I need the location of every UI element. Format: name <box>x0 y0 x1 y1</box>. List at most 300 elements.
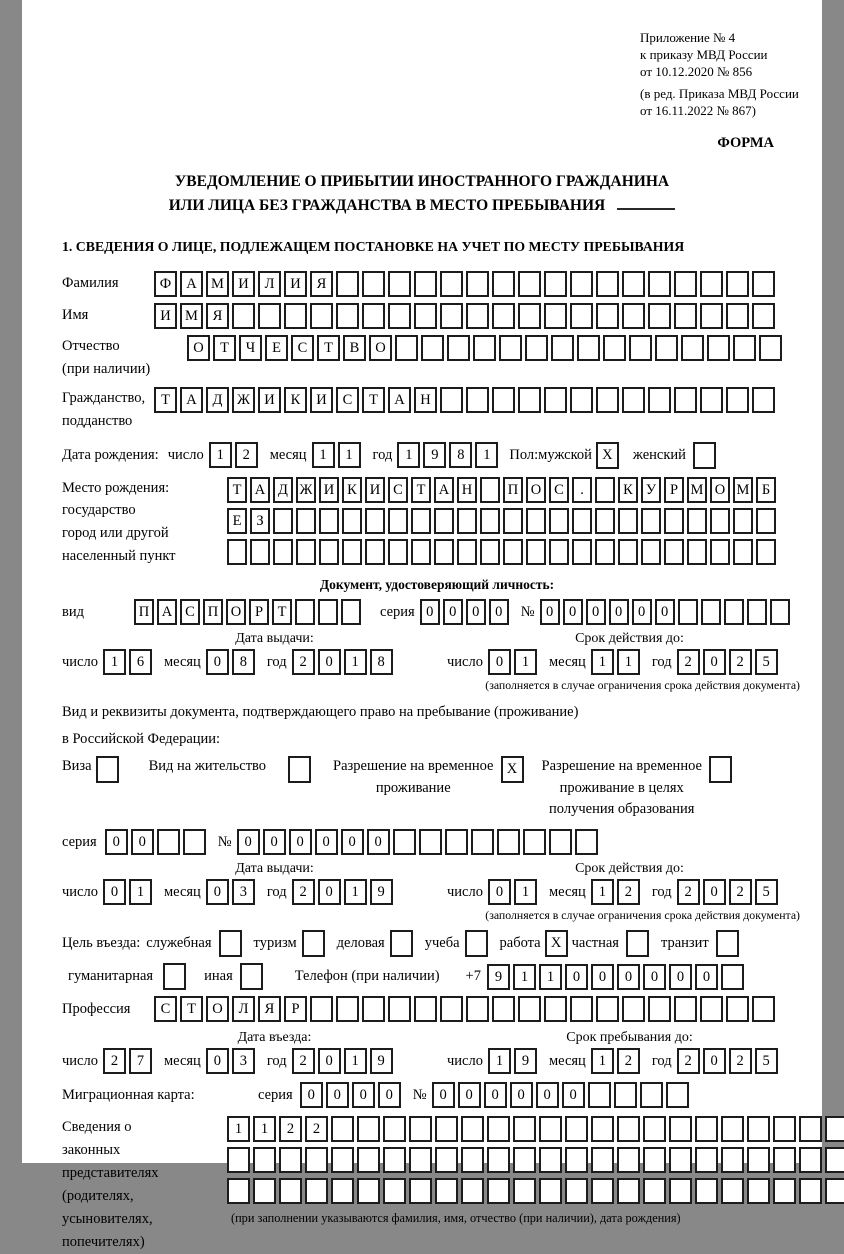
char-cell[interactable] <box>336 303 359 329</box>
char-cell[interactable]: 0 <box>289 829 312 855</box>
char-cell[interactable]: Р <box>664 477 684 503</box>
char-cell[interactable] <box>503 508 523 534</box>
char-cell[interactable] <box>618 539 638 565</box>
char-cell[interactable]: 0 <box>103 879 126 905</box>
entry-year-cells[interactable] <box>292 1048 396 1074</box>
char-cell[interactable]: 0 <box>669 964 692 990</box>
char-cell[interactable] <box>365 539 385 565</box>
char-cell[interactable] <box>572 539 592 565</box>
char-cell[interactable]: 1 <box>129 879 152 905</box>
char-cell[interactable]: 0 <box>510 1082 533 1108</box>
char-cell[interactable] <box>435 1116 458 1142</box>
char-cell[interactable]: 0 <box>263 829 286 855</box>
char-cell[interactable] <box>273 508 293 534</box>
char-cell[interactable] <box>513 1178 536 1204</box>
char-cell[interactable] <box>258 303 281 329</box>
char-cell[interactable] <box>473 335 496 361</box>
char-cell[interactable]: 9 <box>370 879 393 905</box>
char-cell[interactable] <box>518 271 541 297</box>
char-cell[interactable] <box>622 387 645 413</box>
char-cell[interactable]: 1 <box>227 1116 250 1142</box>
char-cell[interactable]: М <box>180 303 203 329</box>
representatives-cells-row3[interactable] <box>227 1178 844 1204</box>
char-cell[interactable] <box>752 303 775 329</box>
char-cell[interactable] <box>773 1178 796 1204</box>
char-cell[interactable]: 0 <box>703 879 726 905</box>
char-cell[interactable] <box>825 1116 844 1142</box>
citizenship-cells[interactable] <box>154 387 778 413</box>
char-cell[interactable]: Т <box>411 477 431 503</box>
checkbox-temp-residence-education[interactable] <box>709 756 732 783</box>
char-cell[interactable] <box>591 1116 614 1142</box>
char-cell[interactable]: Т <box>154 387 177 413</box>
char-cell[interactable] <box>575 829 598 855</box>
char-cell[interactable]: 0 <box>378 1082 401 1108</box>
char-cell[interactable]: 0 <box>341 829 364 855</box>
char-cell[interactable] <box>435 1178 458 1204</box>
char-cell[interactable]: 0 <box>536 1082 559 1108</box>
char-cell[interactable]: С <box>154 996 177 1022</box>
char-cell[interactable] <box>570 387 593 413</box>
char-cell[interactable] <box>759 335 782 361</box>
char-cell[interactable] <box>539 1116 562 1142</box>
entry-month-cells[interactable] <box>206 1048 258 1074</box>
char-cell[interactable]: 1 <box>617 649 640 675</box>
char-cell[interactable] <box>447 335 470 361</box>
char-cell[interactable]: 0 <box>466 599 486 625</box>
checkbox-delovaya[interactable] <box>390 930 413 957</box>
char-cell[interactable] <box>539 1147 562 1173</box>
char-cell[interactable] <box>544 996 567 1022</box>
char-cell[interactable]: И <box>232 271 255 297</box>
char-cell[interactable]: 2 <box>677 1048 700 1074</box>
char-cell[interactable]: 1 <box>591 649 614 675</box>
char-cell[interactable]: Б <box>756 477 776 503</box>
char-cell[interactable] <box>664 539 684 565</box>
char-cell[interactable] <box>570 303 593 329</box>
char-cell[interactable]: 2 <box>103 1048 126 1074</box>
char-cell[interactable]: О <box>369 335 392 361</box>
given-name-cells[interactable] <box>154 303 778 329</box>
residence-number-cells[interactable] <box>237 829 601 855</box>
char-cell[interactable] <box>666 1082 689 1108</box>
char-cell[interactable] <box>480 477 500 503</box>
char-cell[interactable] <box>687 539 707 565</box>
char-cell[interactable]: В <box>343 335 366 361</box>
char-cell[interactable]: К <box>342 477 362 503</box>
char-cell[interactable]: 7 <box>129 1048 152 1074</box>
char-cell[interactable] <box>279 1147 302 1173</box>
issue-day-cells[interactable] <box>103 649 155 675</box>
char-cell[interactable] <box>273 539 293 565</box>
char-cell[interactable]: Ж <box>296 477 316 503</box>
char-cell[interactable] <box>617 1178 640 1204</box>
char-cell[interactable] <box>492 387 515 413</box>
char-cell[interactable] <box>695 1178 718 1204</box>
char-cell[interactable] <box>721 1116 744 1142</box>
birth-place-cells-row2[interactable] <box>227 508 779 534</box>
char-cell[interactable]: 2 <box>677 879 700 905</box>
char-cell[interactable]: 0 <box>420 599 440 625</box>
char-cell[interactable] <box>551 335 574 361</box>
char-cell[interactable] <box>341 599 361 625</box>
char-cell[interactable] <box>629 335 652 361</box>
char-cell[interactable] <box>421 335 444 361</box>
char-cell[interactable] <box>700 271 723 297</box>
char-cell[interactable] <box>799 1178 822 1204</box>
char-cell[interactable]: Ф <box>154 271 177 297</box>
char-cell[interactable]: А <box>157 599 177 625</box>
char-cell[interactable] <box>331 1116 354 1142</box>
char-cell[interactable]: 0 <box>326 1082 349 1108</box>
char-cell[interactable] <box>695 1147 718 1173</box>
char-cell[interactable]: 6 <box>129 649 152 675</box>
char-cell[interactable]: А <box>250 477 270 503</box>
char-cell[interactable]: 0 <box>643 964 666 990</box>
char-cell[interactable] <box>622 996 645 1022</box>
char-cell[interactable] <box>700 303 723 329</box>
char-cell[interactable] <box>383 1178 406 1204</box>
char-cell[interactable]: Е <box>265 335 288 361</box>
char-cell[interactable]: О <box>526 477 546 503</box>
char-cell[interactable]: 0 <box>300 1082 323 1108</box>
char-cell[interactable] <box>466 387 489 413</box>
char-cell[interactable] <box>383 1147 406 1173</box>
char-cell[interactable] <box>595 508 615 534</box>
char-cell[interactable] <box>342 539 362 565</box>
residence-expiry-day-cells[interactable] <box>488 879 540 905</box>
char-cell[interactable] <box>409 1147 432 1173</box>
char-cell[interactable] <box>674 303 697 329</box>
char-cell[interactable] <box>310 303 333 329</box>
char-cell[interactable]: Я <box>206 303 229 329</box>
doc-series-cells[interactable] <box>420 599 512 625</box>
char-cell[interactable] <box>648 303 671 329</box>
char-cell[interactable]: 1 <box>513 964 536 990</box>
char-cell[interactable] <box>518 996 541 1022</box>
char-cell[interactable] <box>669 1116 692 1142</box>
char-cell[interactable] <box>487 1178 510 1204</box>
char-cell[interactable]: Д <box>273 477 293 503</box>
char-cell[interactable] <box>726 996 749 1022</box>
char-cell[interactable] <box>253 1178 276 1204</box>
char-cell[interactable] <box>596 303 619 329</box>
residence-issue-year-cells[interactable] <box>292 879 396 905</box>
char-cell[interactable]: 9 <box>487 964 510 990</box>
char-cell[interactable] <box>544 387 567 413</box>
char-cell[interactable] <box>595 477 615 503</box>
char-cell[interactable]: 1 <box>344 1048 367 1074</box>
checkbox-ucheba[interactable] <box>465 930 488 957</box>
char-cell[interactable] <box>674 271 697 297</box>
char-cell[interactable] <box>640 1082 663 1108</box>
char-cell[interactable] <box>695 1116 718 1142</box>
char-cell[interactable]: Т <box>227 477 247 503</box>
char-cell[interactable] <box>487 1147 510 1173</box>
char-cell[interactable] <box>596 387 619 413</box>
checkbox-rabota[interactable]: X <box>545 930 568 957</box>
doc-number-cells[interactable] <box>540 599 793 625</box>
char-cell[interactable] <box>701 599 721 625</box>
char-cell[interactable] <box>253 1147 276 1173</box>
issue-month-cells[interactable] <box>206 649 258 675</box>
char-cell[interactable]: М <box>687 477 707 503</box>
char-cell[interactable] <box>414 271 437 297</box>
birth-place-cells-row1[interactable] <box>227 477 779 503</box>
char-cell[interactable]: Е <box>227 508 247 534</box>
char-cell[interactable]: 0 <box>562 1082 585 1108</box>
char-cell[interactable] <box>411 539 431 565</box>
checkbox-sluzhebnaya[interactable] <box>219 930 242 957</box>
char-cell[interactable] <box>466 996 489 1022</box>
char-cell[interactable] <box>296 539 316 565</box>
char-cell[interactable]: 3 <box>232 1048 255 1074</box>
char-cell[interactable]: 0 <box>540 599 560 625</box>
char-cell[interactable] <box>747 1116 770 1142</box>
char-cell[interactable]: 0 <box>237 829 260 855</box>
char-cell[interactable] <box>674 996 697 1022</box>
char-cell[interactable] <box>770 599 790 625</box>
char-cell[interactable]: 0 <box>131 829 154 855</box>
char-cell[interactable] <box>756 508 776 534</box>
char-cell[interactable] <box>518 303 541 329</box>
char-cell[interactable] <box>526 539 546 565</box>
char-cell[interactable] <box>331 1147 354 1173</box>
expiry-year-cells[interactable] <box>677 649 781 675</box>
char-cell[interactable] <box>747 1178 770 1204</box>
char-cell[interactable] <box>388 539 408 565</box>
char-cell[interactable] <box>250 539 270 565</box>
char-cell[interactable] <box>409 1178 432 1204</box>
char-cell[interactable] <box>434 508 454 534</box>
char-cell[interactable]: У <box>641 477 661 503</box>
char-cell[interactable] <box>721 964 744 990</box>
char-cell[interactable] <box>641 508 661 534</box>
char-cell[interactable] <box>614 1082 637 1108</box>
expiry-day-cells[interactable] <box>488 649 540 675</box>
char-cell[interactable]: П <box>503 477 523 503</box>
char-cell[interactable] <box>773 1147 796 1173</box>
checkbox-gumanitarnaya[interactable] <box>163 963 186 990</box>
char-cell[interactable] <box>414 996 437 1022</box>
char-cell[interactable] <box>622 303 645 329</box>
char-cell[interactable] <box>565 1178 588 1204</box>
char-cell[interactable] <box>596 271 619 297</box>
char-cell[interactable]: 0 <box>703 1048 726 1074</box>
char-cell[interactable]: . <box>572 477 592 503</box>
char-cell[interactable]: Л <box>258 271 281 297</box>
char-cell[interactable]: К <box>618 477 638 503</box>
char-cell[interactable]: 9 <box>370 1048 393 1074</box>
char-cell[interactable]: 0 <box>432 1082 455 1108</box>
char-cell[interactable]: 1 <box>475 442 498 468</box>
char-cell[interactable] <box>310 996 333 1022</box>
char-cell[interactable] <box>457 508 477 534</box>
char-cell[interactable]: Т <box>362 387 385 413</box>
char-cell[interactable] <box>544 271 567 297</box>
char-cell[interactable]: О <box>226 599 246 625</box>
char-cell[interactable]: 0 <box>591 964 614 990</box>
char-cell[interactable] <box>752 271 775 297</box>
char-cell[interactable]: 2 <box>617 1048 640 1074</box>
char-cell[interactable] <box>570 271 593 297</box>
char-cell[interactable] <box>331 1178 354 1204</box>
char-cell[interactable] <box>618 508 638 534</box>
char-cell[interactable]: 0 <box>318 879 341 905</box>
char-cell[interactable]: О <box>187 335 210 361</box>
char-cell[interactable]: 0 <box>695 964 718 990</box>
char-cell[interactable]: Т <box>317 335 340 361</box>
char-cell[interactable] <box>669 1178 692 1204</box>
char-cell[interactable]: Л <box>232 996 255 1022</box>
char-cell[interactable]: 5 <box>755 879 778 905</box>
char-cell[interactable]: 8 <box>449 442 472 468</box>
char-cell[interactable]: И <box>154 303 177 329</box>
char-cell[interactable] <box>365 508 385 534</box>
char-cell[interactable] <box>577 335 600 361</box>
char-cell[interactable] <box>440 387 463 413</box>
char-cell[interactable] <box>183 829 206 855</box>
birth-month-cells[interactable] <box>312 442 364 468</box>
mc-number-cells[interactable] <box>432 1082 692 1108</box>
char-cell[interactable] <box>674 387 697 413</box>
representatives-cells-row2[interactable] <box>227 1147 844 1173</box>
char-cell[interactable]: И <box>284 271 307 297</box>
char-cell[interactable] <box>388 508 408 534</box>
char-cell[interactable] <box>342 508 362 534</box>
char-cell[interactable]: А <box>180 387 203 413</box>
char-cell[interactable]: 1 <box>253 1116 276 1142</box>
char-cell[interactable]: 0 <box>563 599 583 625</box>
char-cell[interactable]: 2 <box>729 649 752 675</box>
surname-cells[interactable] <box>154 271 778 297</box>
char-cell[interactable]: 0 <box>367 829 390 855</box>
doc-kind-cells[interactable] <box>134 599 364 625</box>
issue-year-cells[interactable] <box>292 649 396 675</box>
char-cell[interactable]: 1 <box>209 442 232 468</box>
char-cell[interactable]: 2 <box>305 1116 328 1142</box>
checkbox-visa[interactable] <box>96 756 119 783</box>
char-cell[interactable] <box>487 1116 510 1142</box>
char-cell[interactable]: 0 <box>489 599 509 625</box>
char-cell[interactable]: 1 <box>514 649 537 675</box>
char-cell[interactable] <box>319 539 339 565</box>
char-cell[interactable] <box>799 1116 822 1142</box>
char-cell[interactable]: 9 <box>423 442 446 468</box>
checkbox-inaya[interactable] <box>240 963 263 990</box>
char-cell[interactable]: 2 <box>235 442 258 468</box>
char-cell[interactable] <box>388 996 411 1022</box>
char-cell[interactable]: 0 <box>609 599 629 625</box>
char-cell[interactable]: 1 <box>103 649 126 675</box>
char-cell[interactable] <box>523 829 546 855</box>
char-cell[interactable] <box>388 303 411 329</box>
birth-year-cells[interactable] <box>397 442 501 468</box>
char-cell[interactable]: Ж <box>232 387 255 413</box>
char-cell[interactable] <box>414 303 437 329</box>
char-cell[interactable] <box>572 508 592 534</box>
char-cell[interactable] <box>595 539 615 565</box>
char-cell[interactable]: 0 <box>632 599 652 625</box>
char-cell[interactable] <box>591 1147 614 1173</box>
char-cell[interactable] <box>622 271 645 297</box>
char-cell[interactable]: 2 <box>292 649 315 675</box>
char-cell[interactable] <box>700 996 723 1022</box>
char-cell[interactable]: Т <box>180 996 203 1022</box>
char-cell[interactable]: 8 <box>232 649 255 675</box>
char-cell[interactable]: Н <box>414 387 437 413</box>
char-cell[interactable]: 0 <box>206 1048 229 1074</box>
char-cell[interactable] <box>726 387 749 413</box>
char-cell[interactable]: И <box>365 477 385 503</box>
char-cell[interactable] <box>445 829 468 855</box>
char-cell[interactable]: 8 <box>370 649 393 675</box>
char-cell[interactable] <box>655 335 678 361</box>
char-cell[interactable]: Я <box>258 996 281 1022</box>
stay-month-cells[interactable] <box>591 1048 643 1074</box>
char-cell[interactable]: Р <box>249 599 269 625</box>
char-cell[interactable] <box>700 387 723 413</box>
char-cell[interactable]: 0 <box>565 964 588 990</box>
char-cell[interactable] <box>440 996 463 1022</box>
char-cell[interactable] <box>664 508 684 534</box>
char-cell[interactable] <box>591 1178 614 1204</box>
char-cell[interactable] <box>357 1178 380 1204</box>
char-cell[interactable] <box>409 1116 432 1142</box>
char-cell[interactable] <box>435 1147 458 1173</box>
char-cell[interactable]: 5 <box>755 1048 778 1074</box>
char-cell[interactable] <box>388 271 411 297</box>
expiry-month-cells[interactable] <box>591 649 643 675</box>
char-cell[interactable] <box>565 1116 588 1142</box>
char-cell[interactable]: 2 <box>617 879 640 905</box>
char-cell[interactable] <box>570 996 593 1022</box>
char-cell[interactable] <box>513 1147 536 1173</box>
char-cell[interactable] <box>752 996 775 1022</box>
residence-issue-month-cells[interactable] <box>206 879 258 905</box>
char-cell[interactable] <box>648 271 671 297</box>
char-cell[interactable]: 5 <box>755 649 778 675</box>
char-cell[interactable] <box>643 1147 666 1173</box>
char-cell[interactable] <box>492 303 515 329</box>
char-cell[interactable]: П <box>203 599 223 625</box>
char-cell[interactable]: 0 <box>206 649 229 675</box>
char-cell[interactable]: 0 <box>105 829 128 855</box>
char-cell[interactable]: А <box>388 387 411 413</box>
char-cell[interactable]: 0 <box>458 1082 481 1108</box>
char-cell[interactable] <box>336 996 359 1022</box>
char-cell[interactable] <box>596 996 619 1022</box>
char-cell[interactable]: 0 <box>488 879 511 905</box>
char-cell[interactable] <box>669 1147 692 1173</box>
char-cell[interactable] <box>466 303 489 329</box>
char-cell[interactable]: 0 <box>318 1048 341 1074</box>
char-cell[interactable] <box>157 829 180 855</box>
char-cell[interactable]: 0 <box>617 964 640 990</box>
char-cell[interactable]: 2 <box>677 649 700 675</box>
char-cell[interactable] <box>466 271 489 297</box>
char-cell[interactable] <box>471 829 494 855</box>
char-cell[interactable] <box>461 1116 484 1142</box>
checkbox-tranzit[interactable] <box>716 930 739 957</box>
char-cell[interactable] <box>707 335 730 361</box>
char-cell[interactable]: Д <box>206 387 229 413</box>
char-cell[interactable] <box>503 539 523 565</box>
char-cell[interactable] <box>499 335 522 361</box>
char-cell[interactable]: А <box>180 271 203 297</box>
char-cell[interactable] <box>678 599 698 625</box>
char-cell[interactable] <box>279 1178 302 1204</box>
